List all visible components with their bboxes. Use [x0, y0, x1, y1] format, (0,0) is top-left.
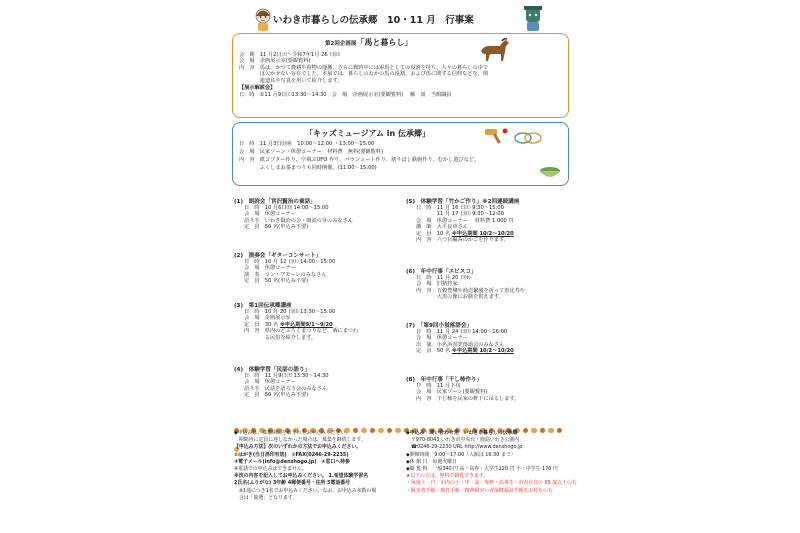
event-heading: (7) 「第9回小蛍落語会」 [406, 323, 473, 329]
footer-note: 〒970-8043 いわき市中央台・鹿島いわき公園内 [406, 437, 520, 444]
events-left-column [234, 197, 402, 412]
kids-museum-box [232, 122, 569, 186]
event-detail: 11 月 17 日㈰ 9:30～12:00 [416, 211, 504, 218]
event-detail: 会 場 民家ゾーン(要観覧料) [416, 389, 488, 396]
footer-note: ★以下の方は、無料で観覧できます。 [406, 473, 489, 480]
footer-note: 合は「抽選」となります。 [234, 494, 298, 501]
mascot-icon [520, 4, 546, 32]
event-detail: 会 場 企画展示室 [244, 315, 291, 322]
application-period: ※申込期間 10/2～10/20 [451, 230, 514, 237]
event-detail: 日 時 11 月下旬 [416, 383, 461, 389]
event-detail: 日 時 10 月 12 日㈯ 14:00～15:00 [244, 259, 336, 265]
event-detail: 会 場 旧猪狩家 [416, 281, 458, 288]
event-detail: 定 員 30 名 ※申込期間9/1～9/20 [244, 321, 333, 328]
footer-note: ◆申込みは、募集期間を厳守の上お申込みください。 [234, 430, 351, 436]
event-heading: (2) 演奏会「ギターコンサート」 [234, 253, 322, 259]
footer-note: ◆観 覧 料 一般340 円 高・高専・大学生220 円 小・中学生 170 円 [406, 466, 558, 472]
event-detail: 定 員 50 名 ※申込期間 10/2～10/20 [416, 348, 514, 355]
application-notes [234, 430, 402, 530]
event-detail: 定 員 10 名 ※申込期間 10/2～10/20 [416, 230, 514, 237]
kids-line: 会 場 民家ゾーン・休憩コーナー 材料費 無料(要観覧料) [239, 149, 384, 155]
event-detail: 大黒の像にお膳を供えます。 [416, 294, 504, 301]
event-detail: 会 場 休憩コーナー [244, 211, 296, 218]
event-detail: 会 場 休憩コーナー [244, 379, 296, 386]
event-detail: 語り手 いわき賢治の会・朗読の芽のみなさん [244, 217, 353, 224]
footer-note: ☎0246-29-2230 URL http://www.denshogo.jp [406, 444, 523, 451]
footer-note: ◆休 館 日 毎週火曜日 [406, 458, 457, 465]
event-detail: 定 員 50 名(申込み不要) [244, 224, 309, 231]
event-detail: 日 時 11 月9日㈯ 13:30～14:30 [244, 373, 329, 379]
event-detail: 内 容 五穀豊穣や商売繁盛を祈って恵比寿や [416, 287, 525, 294]
footer-note: 期間内に定員に達しなかった場合は、募集を継続します。 [234, 437, 366, 444]
footer-note: ※電話での申込みはできません。 [234, 466, 307, 472]
mascot-icon [252, 6, 274, 32]
horse-icon [478, 37, 512, 63]
feature-title: 第2回企画展「馬と暮らし」 [325, 38, 413, 47]
event-heading: (1) 朗読会「宮沢賢治の童話」 [234, 199, 316, 205]
event-heading: (8) 年中行事「干し柿作り」 [406, 377, 483, 383]
event-detail: 会 場 休憩コーナー [416, 335, 468, 342]
event-detail: 内 容 干し柿を民家の軒下に吊るします。 [416, 395, 520, 402]
footer-note: 【申込み方法】次のいずれかの方法でお申込みください。 [234, 444, 362, 451]
event-detail: 内 容 六つ目編みのかごを作ります。 [416, 237, 509, 243]
event-detail: 日 時 11 月 16 日㈯ 9:30～15:00 [416, 205, 504, 211]
event-detail: 定 員 50 名(申込み不要) [244, 278, 309, 285]
event-detail: 日 時 11 月 20 日㈬ [416, 275, 471, 281]
footer-note: ※1通につき1名でお申込みください。なお、お申込み多数の場 [234, 487, 377, 494]
footer-note: ・毎週土・日、市内の小・中・高・専修・高専生・市内在住の 65 歳以上の方 [406, 480, 577, 487]
event-heading: (6) 年中行事「エビスコ」 [406, 269, 477, 275]
flyer [230, 0, 577, 533]
event-detail: 演 奏 コン・アモーレのみなさん [244, 271, 327, 278]
kids-title: 「キッズミュージアム in 伝承郷」 [305, 129, 430, 138]
feature-line: は欠かせない存在でした。本展では、暮らしのなかの馬の役割、および馬に関する信仰などを、関 [239, 71, 489, 78]
event-detail: 日 時 11 月 24 日㈰ 14:00～16:00 [416, 329, 508, 335]
footer-note: ③電子メール(info@denshogo.jp) ④窓口へ持参 [234, 458, 350, 465]
event-detail: 会 場 休憩コーナー [244, 265, 296, 272]
event-heading: (5) 体験学習「竹かご作り」※2回連続講座 [406, 199, 520, 205]
rings-icon [513, 131, 543, 145]
footer-note: ※次の内容を記入してお申込みください。 1.希望体験学習名 [234, 473, 368, 480]
kids-line: ふくしまお茶まつりも同時開催。(11:00～15:00) [239, 165, 377, 171]
event-detail: 出 演 小名浜蛍笑落語会のみなさん [416, 341, 505, 348]
kids-line: 日 時 11 月3日㈰㊗ 10:00～12:00 ・13:00～15:00 [239, 141, 375, 147]
feature-subhead: 【展示解説会】 [239, 85, 276, 91]
application-period: ※申込期間 10/2～10/20 [451, 348, 514, 355]
footer-note: 2氏名(ふりがな) 3年齢 4郵便番号・住所 5電話番号 [234, 480, 351, 487]
contact-info [406, 430, 577, 530]
page-title: いわき市暮らしの伝承郷 10・11 月 行事案 [273, 15, 474, 26]
tea-bowl-icon [538, 163, 562, 181]
events-right-column [406, 197, 570, 412]
footer-note: ・障害者手帳・療育手帳・精神障がい者保健福祉手帳をお持ちの方 [406, 487, 553, 494]
feature-line: 会 場 企画展示室(要観覧料) [239, 58, 311, 65]
decorative-dot-row [232, 418, 566, 426]
feature-line: 会 期 11 月2日㈯～令和7年1月 26 日㈰ [239, 52, 340, 58]
event-detail: 日 時 10 月6日㈰ 14:00～15:00 [244, 205, 329, 211]
footer-note: ◆開館時間 9:00～17:00（入館は 16:30 まで） [406, 451, 516, 458]
footer-note: ①はがき(当日消印有効) ②FAX(0246-29-2235) [234, 451, 349, 458]
event-detail: 講 師 大平良章さん [416, 224, 468, 231]
event-detail: 日 時 10 月 20 日㈰ 13:30～15:00 [244, 309, 336, 315]
toy-hammer-icon [483, 126, 509, 144]
footer-note: ◆申込み・問い合わせ先 いわき市暮らしの伝承郷 [406, 430, 518, 436]
event-detail: 語り手 民話を語ろう会のみなさん [244, 385, 328, 392]
application-period: ※申込期間9/1～9/20 [279, 321, 333, 328]
event-heading: (4) 体験学習「民話の語り」 [234, 367, 311, 373]
feature-exhibition-box [232, 33, 569, 118]
event-heading: (3) 第1回伝承郷講座 [234, 303, 292, 309]
event-detail: 定 員 50 名(申込み不要) [244, 392, 309, 399]
feature-line: 連道具や写真を用いて紹介します。 [239, 77, 343, 84]
event-detail: 内 容 県内のどぶろくまつりなど、酒にまつわ [244, 328, 359, 335]
feature-line: 日 時 ①11 月9日㈯13:30～14:30 会 場 企画展示室(要観覧料) 解 説 当館職員 [239, 92, 452, 98]
kids-line: 内 容 紙コプター作り、空飛ぶUFO 作り、パラシュート作り、割りばし鉄砲作り、むかし遊びなど。 [239, 157, 480, 163]
event-detail: る民俗を紹介します。 [244, 334, 317, 341]
event-detail: 会 場 休憩コーナー 材料費 1,000 円 [416, 217, 514, 224]
feature-line: 内 容 馬は、かつて農耕や荷物の運搬、さらに戦時中には軍馬としての役割を持ち、人々の暮らしの中で [239, 64, 489, 71]
